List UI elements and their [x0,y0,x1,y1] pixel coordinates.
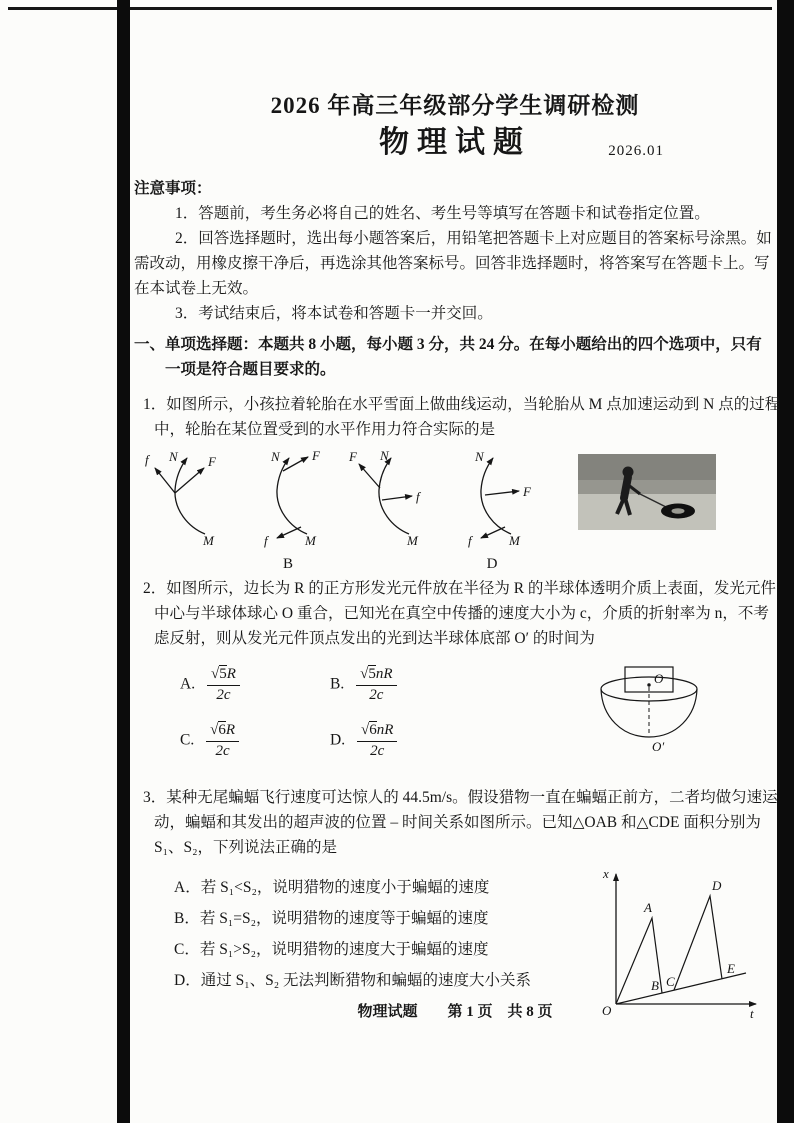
label-E: E [727,961,735,976]
label-O: O [654,671,664,686]
sqrt-sign: √ [360,722,370,738]
q1-force-diagram-3-svg [346,448,434,548]
q1-force-diagram-3 [346,448,434,572]
sqrt-sign: √ [210,722,219,738]
q1-force-diagram-4 [448,448,536,572]
friction-arrow [277,527,301,538]
q1-force-diagram-2 [244,448,332,572]
tire-hole [672,508,685,514]
photo-snow [578,494,716,530]
label-f: f [468,533,472,548]
question-3-text-line-1: 3．某种无尾蝙蝠飞行速度可达惊人的 44.5m/s。假设猎物一直在蝙蝠正前方，二者均做匀速运 [143,789,778,806]
exam-title: 2026 年高三年级部分学生调研检测 [270,93,640,118]
fraction-numerator [356,665,396,686]
scan-artifact-left-edge [117,0,130,1123]
question-3-text-line-3: S₁、S₂，下列说法正确的是 [154,839,338,856]
notice-item-3: 3．考试结束后，将本试卷和答题卡一并交回。 [175,305,493,322]
label-origin-O: O [602,1003,612,1018]
q2-option-c [180,721,330,761]
photo-treeline [578,454,716,480]
fraction [206,721,239,761]
q1-force-diagram-4-svg [448,448,536,548]
radicand: 5 [368,666,376,682]
question-2-options [180,665,397,761]
label-B: B [651,978,659,993]
label-t-axis: t [750,1006,754,1020]
radicand: 6 [369,722,377,738]
label-M: M [305,533,316,548]
tire-photo-svg [578,454,716,530]
factor: R [225,722,235,738]
option-key: B. [330,675,345,693]
question-2-text-line-3: 虑反射，则从发光元件顶点发出的光到达半球体底部 O′ 的时间为 [154,630,595,647]
hemisphere-figure [586,657,718,757]
q3-option-a: A．若 S₁<S₂，说明猎物的速度小于蝙蝠的速度 [174,879,490,896]
q1-force-diagram-1 [142,448,230,572]
q1-diagram-4-caption: D [486,556,498,572]
friction-arrow [155,468,175,493]
fraction-denominator: 2c [369,687,384,703]
label-x-axis: x [603,866,609,881]
fraction-denominator: 2c [370,743,385,759]
label-C: C [666,974,675,989]
fraction-numerator [206,721,239,742]
q1-diagram-1-caption [142,556,230,572]
child-body [624,477,628,498]
question-1-text-line-2: 中，轮胎在某位置受到的水平作用力符合实际的是 [154,421,496,438]
q1-force-diagram-1-svg [142,448,230,548]
q2-option-b [330,665,397,705]
q1-diagram-3-caption [346,556,434,572]
motion-curve [481,458,511,534]
fraction-numerator [207,665,240,686]
label-N: N [380,448,389,463]
fraction [357,721,397,761]
option-key: C. [180,731,195,749]
option-key: A. [180,675,196,693]
pull-force-arrow [359,464,380,488]
fraction-denominator: 2c [215,743,230,759]
q3-option-b: B．若 S₁=S₂，说明猎物的速度等于蝙蝠的速度 [174,910,489,927]
section-heading-line-2: 一项是符合题目要求的。 [165,361,336,378]
motion-curve [379,458,409,534]
notice-item-2-line-2: 需改动，用橡皮擦干净后，再选涂其他答案标号。回答非选择题时，将答案写在答题卡上。写 [134,255,770,272]
question-2-text-line-1: 2．如图所示，边长为 R 的正方形发光元件放在半径为 R 的半球体透明介质上表面，发光元件 [143,580,776,597]
label-N: N [475,449,484,464]
label-f: f [145,452,149,467]
label-F: F [208,454,216,469]
page-footer: 物理试题 第 1 页 共 8 页 [357,1004,553,1020]
label-O-prime: O′ [652,739,665,754]
notice-heading: 注意事项： [134,180,212,197]
question-2-options-and-figure [134,657,776,775]
center-point-O [647,683,650,686]
sqrt-sign: √ [210,666,220,682]
q2-option-a [180,665,330,705]
q1-force-diagram-2-svg [244,448,332,548]
factor: nR [375,666,393,682]
friction-arrow [382,496,412,500]
subtitle-row [134,122,776,166]
sqrt-sign: √ [360,666,369,682]
label-M: M [509,533,520,548]
label-F: F [523,484,531,499]
friction-arrow [481,527,505,538]
motion-curve [175,458,205,534]
fraction-denominator: 2c [216,687,231,703]
notice-item-2-line-1: 2．回答选择题时，选出每小题答案后，用铅笔把答题卡上对应题目的答案标号涂黑。如 [175,230,772,247]
label-M: M [407,533,418,548]
q2-option-d [330,721,397,761]
label-N: N [271,449,280,464]
option-key: D. [330,731,346,749]
label-D: D [712,878,722,893]
label-A: A [644,900,652,915]
label-M: M [203,533,214,548]
factor: nR [376,722,394,738]
page-content [134,0,781,1032]
label-N: N [169,449,178,464]
factor: R [226,666,236,682]
notice-item-1: 1．答题前，考生务必将自己的姓名、考生号等填写在答题卡和试卷指定位置。 [175,205,710,222]
label-F: F [349,449,357,464]
question-3-text-line-2: 动，蝙蝠和其发出的超声波的位置 – 时间关系如图所示。已知△OAB 和△CDE 面积分别为 [154,814,761,831]
section-heading-line-1: 一、单项选择题：本题共 8 小题，每小题 3 分，共 24 分。在每小题给出的四个选项中，只有 [134,336,762,353]
fraction-numerator [357,721,397,742]
question-1-figures [142,448,776,572]
q3-option-d: D．通过 S₁、S₂ 无法判断猎物和蝙蝠的速度大小关系 [174,972,531,989]
notice-item-2-line-3: 在本试卷上无效。 [134,280,259,297]
q1-photo-child-pulling-tire [578,454,716,538]
q1-diagram-2-caption: B [282,556,293,572]
label-F: F [312,448,320,463]
fraction [356,665,396,705]
label-f: f [416,489,420,504]
pull-force-arrow [283,457,308,471]
scan-artifact-right-edge [777,0,794,1123]
pull-force-arrow [485,491,519,495]
exam-subtitle: 物理试题 [379,126,531,159]
label-f: f [264,533,268,548]
fraction [207,665,240,705]
question-2-text-line-2: 中心与半球体球心 O 重合，已知光在真空中传播的速度大小为 c，介质的折射率为 n，不考 [154,605,769,622]
motion-curve [277,458,307,534]
triangle-CDE [674,896,722,990]
question-3-options [174,872,531,996]
exam-date: 2026.01 [608,143,664,159]
radicand: 5 [219,666,227,682]
q3-option-c: C．若 S₁>S₂，说明猎物的速度大于蝙蝠的速度 [174,941,489,958]
radicand: 6 [218,722,226,738]
position-time-graph [596,860,766,1020]
question-1-text-line-1: 1．如图所示，小孩拉着轮胎在水平雪面上做曲线运动，当轮胎从 M 点加速运动到 N 点的过程 [143,396,781,413]
